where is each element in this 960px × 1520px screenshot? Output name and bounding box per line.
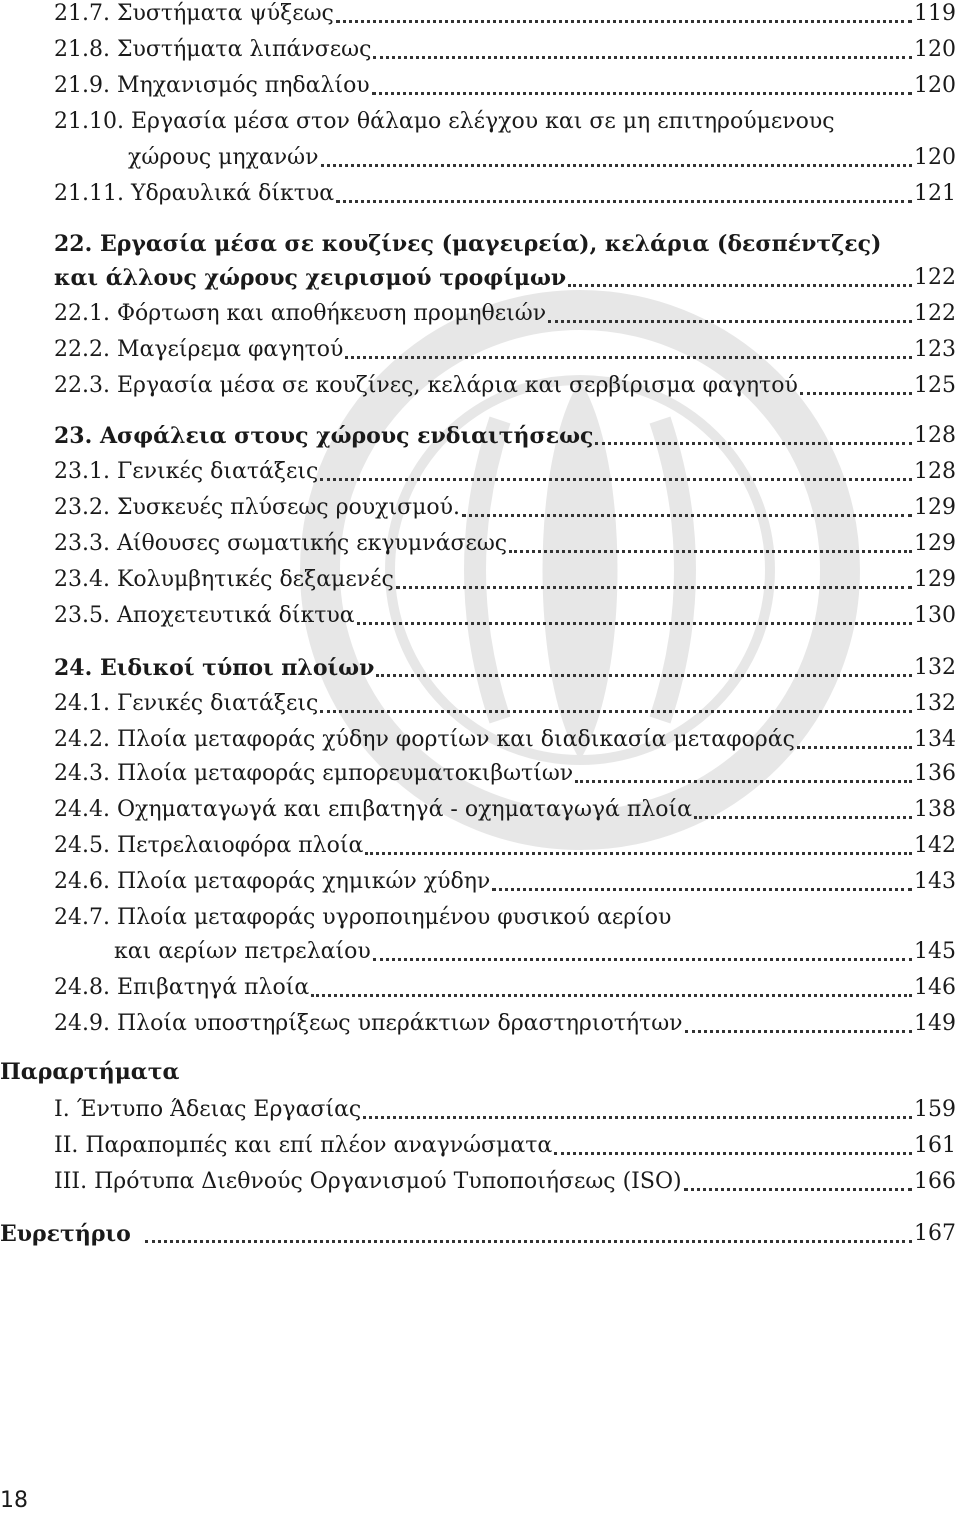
- dot-leader: [800, 391, 912, 395]
- entry-number: 22.3.: [54, 373, 110, 398]
- toc-section-22[interactable]: [54, 224, 956, 258]
- toc-entry-23-2[interactable]: [54, 488, 956, 522]
- page-reference: 167: [914, 1221, 956, 1246]
- page-reference: 166: [914, 1169, 956, 1194]
- page-reference: 122: [914, 301, 956, 326]
- dot-leader: [145, 1239, 912, 1243]
- section-title-continuation: και άλλους χώρους χειρισμού τροφίμων: [54, 265, 567, 291]
- entry-title: Πετρελαιοφόρα πλοία: [116, 833, 364, 858]
- entry-title: Αίθουσες σωματικής εκγυμνάσεως: [116, 531, 508, 556]
- entry-title: Κολυμβητικές δεξαμενές: [116, 567, 394, 592]
- entry-title: Πλοία μεταφοράς υγροποιημένου φυσικού αερίου: [116, 905, 672, 930]
- dot-leader: [336, 199, 912, 203]
- section-number: 24.: [54, 655, 93, 681]
- entry-number: 24.6.: [54, 869, 110, 894]
- dot-leader: [685, 1029, 912, 1033]
- toc-appendix-iii[interactable]: [54, 1162, 956, 1196]
- entry-title-continuation: και αερίων πετρελαίου: [114, 939, 371, 964]
- toc-entry-23-5[interactable]: [54, 596, 956, 630]
- entry-title: Έντυπο Άδειας Εργασίας: [76, 1097, 362, 1122]
- dot-leader: [575, 779, 912, 783]
- entry-title: Πλοία μεταφοράς εμπορευματοκιβωτίων: [116, 761, 574, 786]
- toc-entry-24-2[interactable]: [54, 720, 956, 754]
- toc-section-23[interactable]: [54, 416, 956, 450]
- entry-title: Γενικές διατάξεις: [116, 691, 319, 716]
- dot-leader: [373, 55, 912, 59]
- dot-leader: [372, 91, 912, 95]
- entry-number: 24.3.: [54, 761, 110, 786]
- toc-index[interactable]: [0, 1214, 956, 1248]
- toc-entry-21-7[interactable]: [54, 0, 956, 28]
- entry-title: Συσκευές πλύσεως ρουχισμού.: [116, 495, 461, 520]
- dot-leader: [311, 993, 912, 997]
- page-reference: 125: [914, 373, 956, 398]
- entry-title: Γενικές διατάξεις: [116, 459, 319, 484]
- index-title: Ευρετήριο: [0, 1221, 131, 1247]
- entry-title: Παραπομπές και επί πλέον αναγνώσματα: [85, 1133, 553, 1158]
- toc-entry-21-10-cont[interactable]: [128, 138, 956, 172]
- section-number: 23.: [54, 423, 93, 449]
- toc-appendix-i[interactable]: [54, 1090, 956, 1124]
- page-reference: 128: [914, 423, 956, 448]
- page-reference: 129: [914, 531, 956, 556]
- dot-leader: [462, 513, 912, 517]
- page-reference: 138: [914, 797, 956, 822]
- entry-title: Υδραυλικά δίκτυα: [130, 181, 335, 206]
- entry-title-continuation: χώρους μηχανών: [128, 145, 319, 170]
- entry-number: 24.2.: [54, 727, 110, 752]
- toc-entry-24-3[interactable]: [54, 754, 956, 788]
- dot-leader: [492, 887, 912, 891]
- page-reference: 132: [914, 655, 956, 680]
- toc-entry-24-6[interactable]: [54, 862, 956, 896]
- dot-leader: [396, 585, 912, 589]
- dot-leader: [320, 477, 912, 481]
- entry-number: 23.2.: [54, 495, 110, 520]
- dot-leader: [694, 815, 912, 819]
- page-reference: 130: [914, 603, 956, 628]
- entry-title: Εργασία μέσα σε κουζίνες, κελάρια και σερβίρισμα φαγητού: [116, 373, 798, 398]
- page-reference: 129: [914, 495, 956, 520]
- toc-entry-22-2[interactable]: [54, 330, 956, 364]
- page-reference: 120: [914, 145, 956, 170]
- dot-leader: [554, 1151, 912, 1155]
- toc-entry-24-1[interactable]: [54, 684, 956, 718]
- dot-leader: [336, 19, 912, 23]
- entry-title: Συστήματα ψύξεως: [116, 1, 334, 26]
- entry-number: 24.1.: [54, 691, 110, 716]
- page-reference: 119: [914, 1, 956, 26]
- page-number: 18: [0, 1488, 28, 1513]
- page-reference: 120: [914, 73, 956, 98]
- entry-number: 23.5.: [54, 603, 110, 628]
- dot-leader: [357, 621, 912, 625]
- entry-title: Πλοία μεταφοράς χύδην φορτίων και διαδικασία μεταφοράς: [116, 727, 795, 752]
- toc-entry-24-7-cont[interactable]: [114, 932, 956, 966]
- entry-number: 21.11.: [54, 181, 124, 206]
- toc-entry-22-3[interactable]: [54, 366, 956, 400]
- page-reference: 129: [914, 567, 956, 592]
- page-reference: 134: [914, 727, 956, 752]
- entry-number: 23.3.: [54, 531, 110, 556]
- dot-leader: [363, 1115, 912, 1119]
- dot-leader: [320, 709, 912, 713]
- page-reference: 122: [914, 265, 956, 290]
- dot-leader: [365, 851, 912, 855]
- entry-number: 24.8.: [54, 975, 110, 1000]
- entry-title: Φόρτωση και αποθήκευση προμηθειών: [116, 301, 547, 326]
- entry-number: 23.4.: [54, 567, 110, 592]
- toc-appendix-ii[interactable]: [54, 1126, 956, 1160]
- page-reference: 143: [914, 869, 956, 894]
- entry-number: 21.7.: [54, 1, 110, 26]
- entry-number: 24.9.: [54, 1011, 110, 1036]
- page-reference: 159: [914, 1097, 956, 1122]
- entry-title: Οχηματαγωγά και επιβατηγά - οχηματαγωγά πλοία: [116, 797, 693, 822]
- dot-leader: [376, 673, 912, 677]
- page-reference: 146: [914, 975, 956, 1000]
- entry-number: 22.1.: [54, 301, 110, 326]
- toc-entry-24-9[interactable]: [54, 1004, 956, 1038]
- appendix-heading: Παραρτήματα: [0, 1059, 180, 1085]
- page-reference: 142: [914, 833, 956, 858]
- entry-number: 22.2.: [54, 337, 110, 362]
- toc-entry-22-1[interactable]: [54, 294, 956, 328]
- entry-number: 21.8.: [54, 37, 110, 62]
- entry-title: Μαγείρεμα φαγητού: [116, 337, 344, 362]
- toc-entry-24-4[interactable]: [54, 790, 956, 824]
- entry-title: Επιβατηγά πλοία: [116, 975, 310, 1000]
- toc-section-22-cont[interactable]: [54, 258, 956, 292]
- entry-title: Πλοία υποστηρίξεως υπεράκτιων δραστηριοτήτων: [116, 1011, 683, 1036]
- dot-leader: [373, 957, 912, 961]
- toc-entry-21-11[interactable]: [54, 174, 956, 208]
- entry-title: Πρότυπα Διεθνούς Οργανισμού Τυποποιήσεως (ISO): [94, 1169, 682, 1194]
- toc-entry-24-5[interactable]: [54, 826, 956, 860]
- page-reference: 161: [914, 1133, 956, 1158]
- dot-leader: [345, 355, 912, 359]
- toc-entry-21-10[interactable]: [54, 102, 956, 136]
- dot-leader: [321, 163, 913, 167]
- toc-entry-23-4[interactable]: [54, 560, 956, 594]
- toc-entry-23-1[interactable]: [54, 452, 956, 486]
- page-reference: 136: [914, 761, 956, 786]
- section-title: Ασφάλεια στους χώρους ενδιαιτήσεως: [99, 423, 594, 449]
- toc-section-24[interactable]: [54, 648, 956, 682]
- entry-number: 21.10.: [54, 109, 124, 134]
- toc-entry-24-7[interactable]: [54, 898, 956, 932]
- section-title: Ειδικοί τύποι πλοίων: [99, 655, 375, 681]
- page-reference: 123: [914, 337, 956, 362]
- page-reference: 120: [914, 37, 956, 62]
- page-reference: 149: [914, 1011, 956, 1036]
- page-reference: 145: [914, 939, 956, 964]
- section-number: 22.: [54, 231, 93, 257]
- dot-leader: [509, 549, 912, 553]
- entry-number: 24.5.: [54, 833, 110, 858]
- dot-leader: [568, 283, 912, 287]
- entry-title: Εργασία μέσα στον θάλαμο ελέγχου και σε μη επιτηρούμενους: [130, 109, 835, 134]
- toc-entry-24-8[interactable]: [54, 968, 956, 1002]
- dot-leader: [797, 745, 912, 749]
- dot-leader: [684, 1187, 912, 1191]
- entry-number: 23.1.: [54, 459, 110, 484]
- entry-title: Πλοία μεταφοράς χημικών χύδην: [116, 869, 491, 894]
- entry-number: I.: [54, 1097, 70, 1122]
- toc-entry-21-8[interactable]: [54, 30, 956, 64]
- dot-leader: [548, 319, 912, 323]
- section-title: Εργασία μέσα σε κουζίνες (μαγειρεία), κελάρια (δεσπέντζες): [99, 231, 882, 257]
- entry-number: 24.4.: [54, 797, 110, 822]
- entry-number: II.: [54, 1133, 79, 1158]
- entry-number: 24.7.: [54, 905, 110, 930]
- entry-number: 21.9.: [54, 73, 110, 98]
- toc-entry-23-3[interactable]: [54, 524, 956, 558]
- entry-title: Συστήματα λιπάνσεως: [116, 37, 372, 62]
- page-reference: 121: [914, 181, 956, 206]
- page-reference: 132: [914, 691, 956, 716]
- entry-number: III.: [54, 1169, 88, 1194]
- entry-title: Μηχανισμός πηδαλίου: [116, 73, 370, 98]
- toc-entry-21-9[interactable]: [54, 66, 956, 100]
- dot-leader: [595, 441, 912, 445]
- entry-title: Αποχετευτικά δίκτυα: [116, 603, 355, 628]
- page-reference: 128: [914, 459, 956, 484]
